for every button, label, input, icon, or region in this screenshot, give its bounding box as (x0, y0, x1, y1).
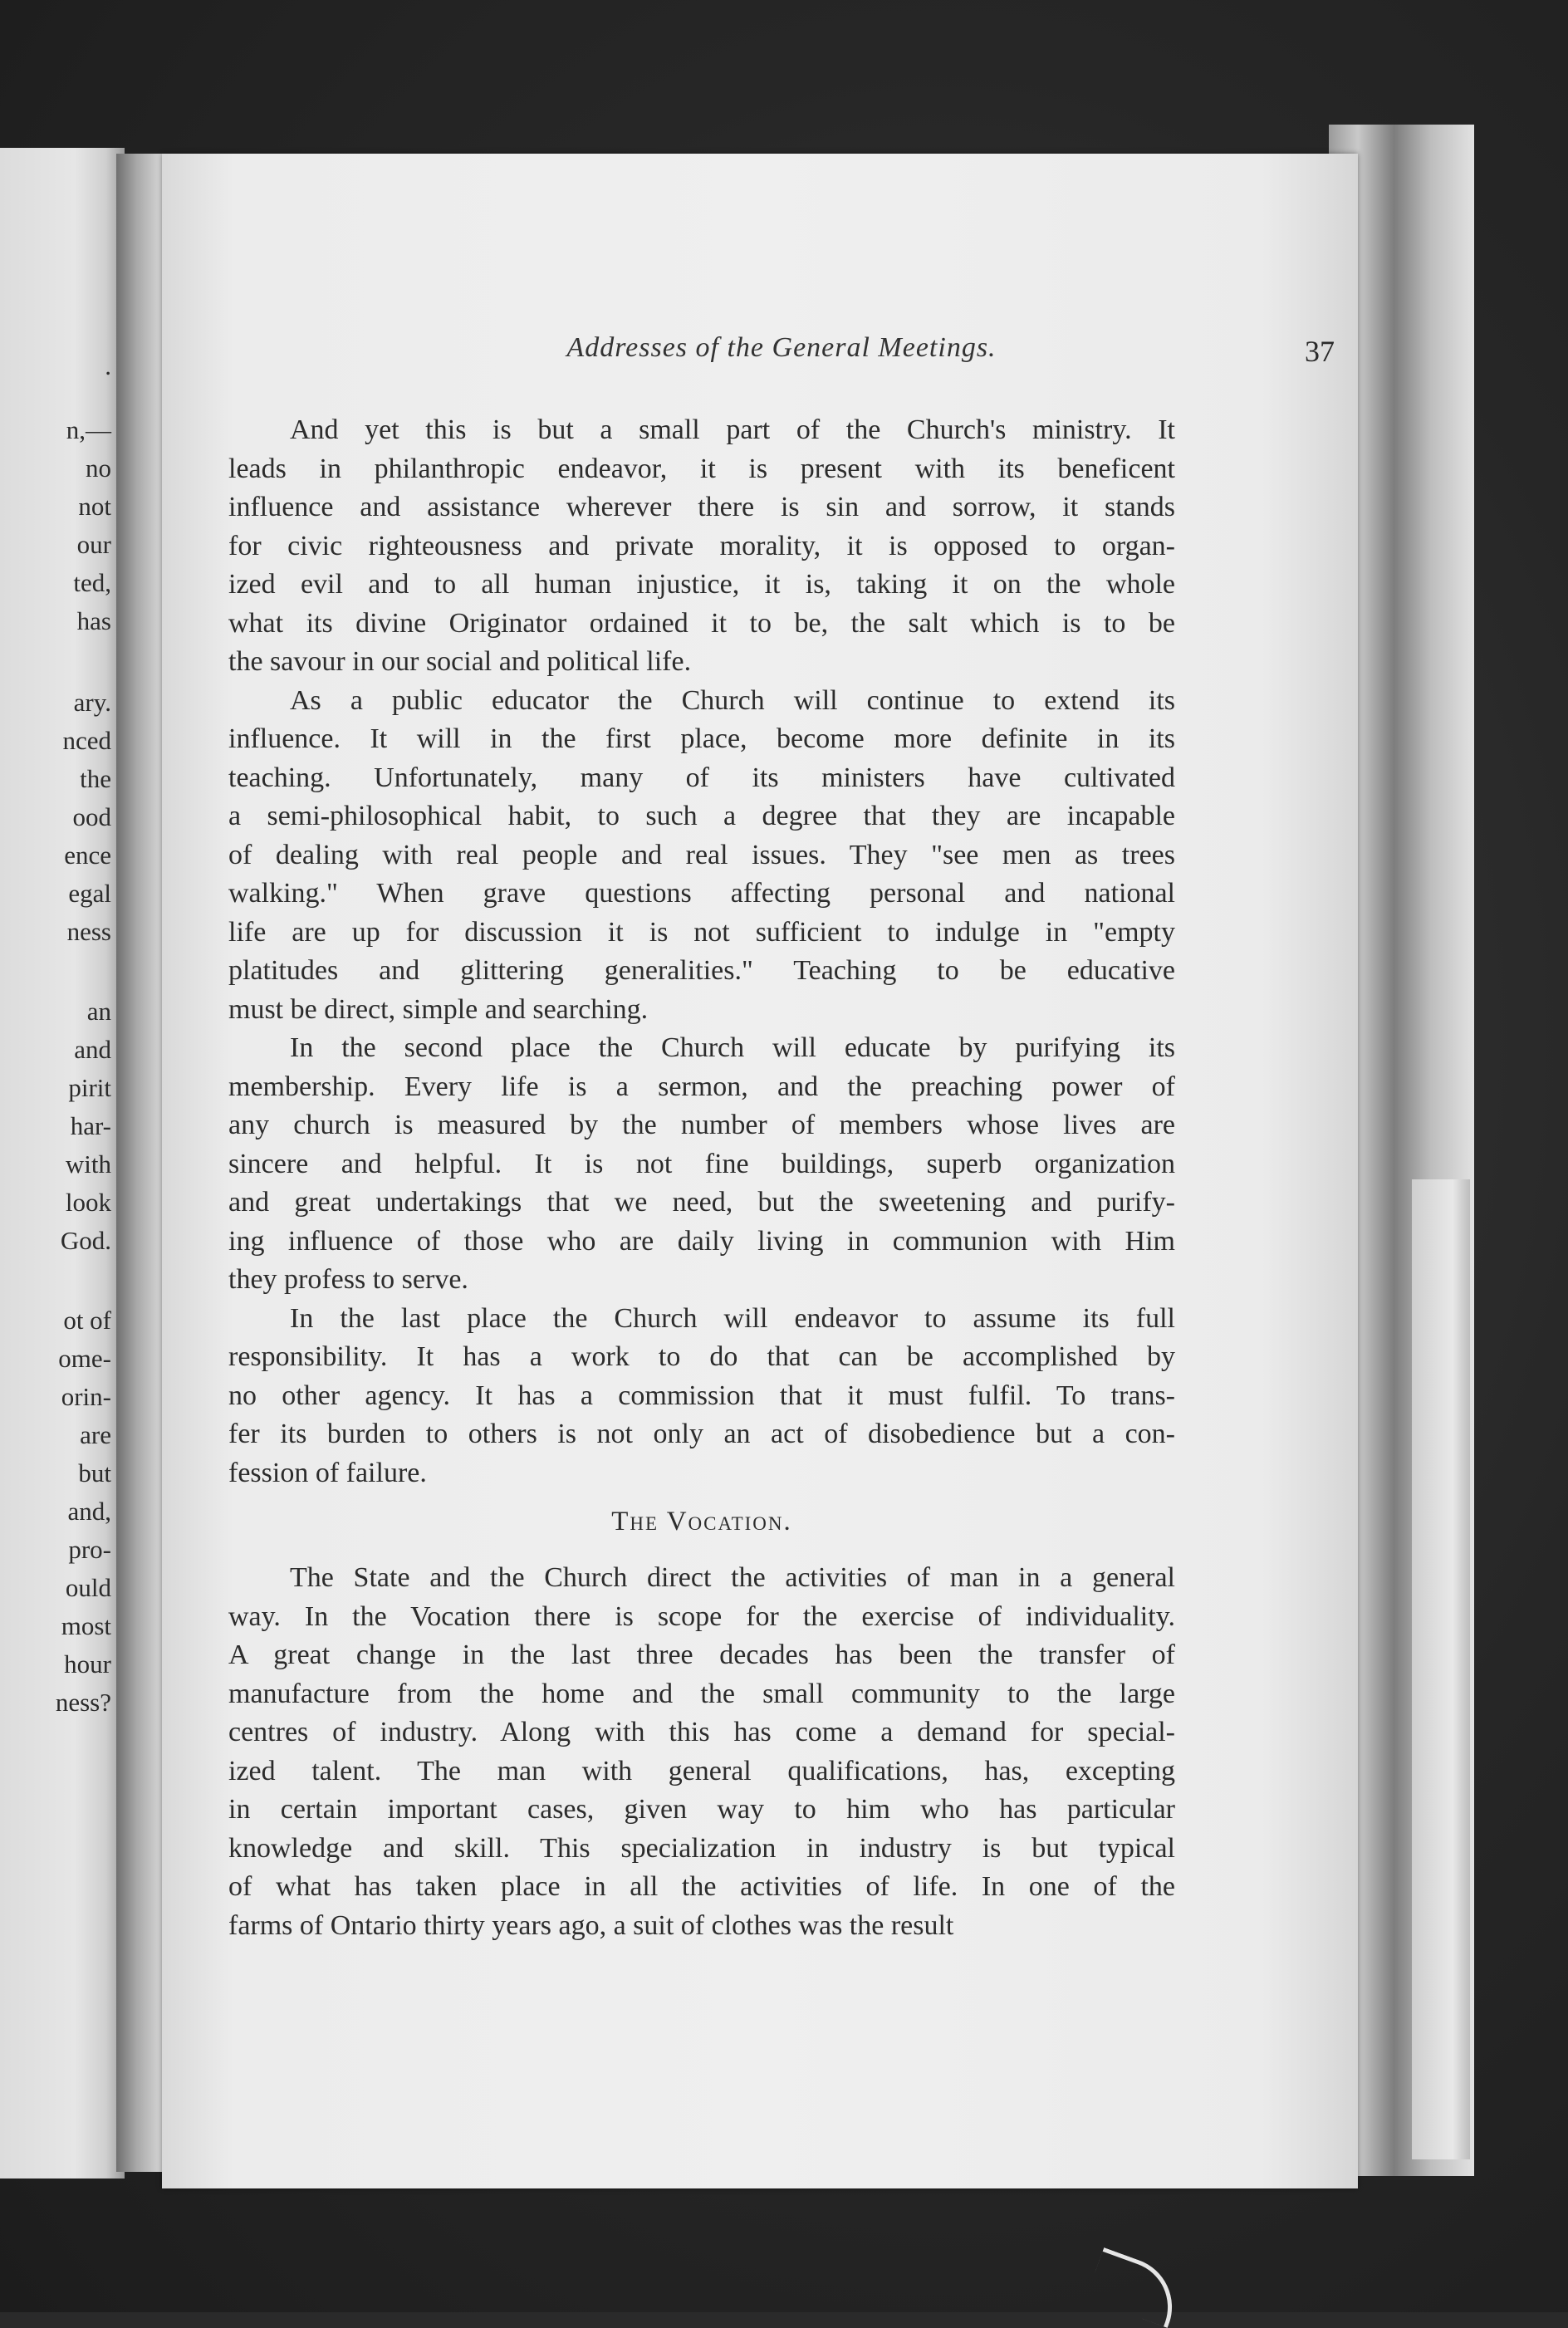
text-line: any church is measured by the number of members whose lives are (228, 1110, 1175, 1140)
text-line: farms of Ontario thirty years ago, a suit of clothes was the result (228, 1909, 954, 1941)
facing-page-fragment: egal (68, 879, 111, 908)
text-line: in certain important cases, given way to him who has particular (228, 1794, 1175, 1825)
text-line: influence and assistance wherever there is sin and sorrow, it stands (228, 492, 1175, 522)
paragraph (228, 411, 1175, 682)
facing-page-fragment: ted, (73, 568, 111, 597)
text-line: the savour in our social and political life. (228, 646, 692, 677)
facing-page-fragment: pro- (68, 1535, 111, 1564)
paragraph (228, 1559, 1175, 1945)
text-line: platitudes and glittering generalities." Teaching to be educative (228, 955, 1175, 986)
text-line: teaching. Unfortunately, many of its ministers have cultivated (228, 762, 1175, 793)
facing-page-fragment: with (65, 1149, 111, 1179)
facing-page-fragment: no (86, 453, 111, 483)
facing-page-fragment: has (76, 606, 111, 635)
text-line: The State and the Church direct the activities of man in a general (290, 1562, 1175, 1593)
text-line: In the second place the Church will educate by purifying its (290, 1032, 1175, 1063)
text-line: way. In the Vocation there is scope for the exercise of individuality. (228, 1600, 1175, 1632)
facing-page-fragment: God. (60, 1226, 111, 1255)
facing-page-fragment: ould (65, 1573, 111, 1602)
text-line: ing influence of those who are daily living in communion with Him (228, 1225, 1175, 1257)
text-line: fer its burden to others is not only an act of disobedience but a con- (228, 1419, 1175, 1449)
text-line: walking." When grave questions affecting personal and national (228, 878, 1175, 909)
body-text (228, 411, 1175, 1945)
facing-page-fragment: nced (62, 726, 111, 755)
facing-page-fragment: har- (70, 1111, 111, 1140)
text-line: must be direct, simple and searching. (228, 993, 649, 1025)
facing-page-fragment: the (80, 764, 111, 793)
facing-page-fragment: and (74, 1035, 111, 1064)
text-line: ized evil and to all human injustice, it is, taking it on the whole (228, 569, 1175, 600)
main-paragraphs (228, 411, 1175, 1492)
page-number: 37 (1305, 335, 1335, 368)
facing-page-fragment: not (78, 492, 111, 521)
text-line: sincere and helpful. It is not fine buildings, superb organization (228, 1148, 1175, 1179)
facing-page-fragment: ary. (73, 688, 111, 717)
text-line: for civic righteousness and private morality, it is opposed to organ- (228, 530, 1175, 561)
text-line: A great change in the last three decades has been the transfer of (228, 1639, 1175, 1670)
paragraph (228, 682, 1175, 1030)
text-line: what its divine Originator ordained it to be, the salt which is to be (228, 607, 1175, 639)
facing-page-fragment: ome- (58, 1344, 111, 1373)
text-line: and great undertakings that we need, but the sweetening and purify- (228, 1187, 1175, 1218)
facing-page-fragment: most (61, 1611, 111, 1640)
text-line: centres of industry. Along with this has come a demand for special- (228, 1717, 1175, 1747)
facing-page-fragment: but (78, 1458, 111, 1487)
facing-page-fragment: n,— (66, 415, 111, 444)
text-line: of dealing with real people and real issues. They "see men as trees (228, 839, 1175, 870)
section-heading: The Vocation. (611, 1507, 792, 1536)
paragraph (228, 1029, 1175, 1300)
text-line: influence. It will in the first place, become more definite in its (228, 723, 1175, 754)
running-title: Addresses of the General Meetings. (566, 332, 997, 363)
facing-page-fragment: orin- (61, 1382, 111, 1411)
facing-page-fragment: ness? (55, 1688, 111, 1717)
facing-page-fragment: ood (72, 802, 111, 831)
text-line: of what has taken place in all the activities of life. In one of the (228, 1871, 1175, 1902)
text-line: As a public educator the Church will continue to extend its (290, 684, 1175, 716)
text-line: they profess to serve. (228, 1264, 468, 1295)
facing-page-fragment: our (76, 530, 111, 559)
text-line: And yet this is but a small part of the Church's ministry. It (290, 414, 1175, 445)
facing-page-fragment: are (80, 1420, 111, 1449)
facing-page-fragment: ot of (63, 1306, 111, 1335)
facing-page-left (0, 148, 125, 2179)
paragraph (228, 1300, 1175, 1493)
text-line: ized talent. The man with general qualifications, has, excepting (228, 1755, 1175, 1786)
running-head (228, 332, 1335, 374)
page-edge-flap (1412, 1179, 1470, 2159)
text-line: responsibility. It has a work to do that can be accomplished by (228, 1341, 1175, 1372)
facing-page-fragment: ence (64, 841, 111, 870)
facing-page-fragment: ness (66, 917, 111, 946)
text-line: membership. Every life is a sermon, and the preaching power of (228, 1071, 1175, 1102)
facing-page-fragment: an (86, 997, 111, 1026)
text-line: a semi-philosophical habit, to such a degree that they are incapable (228, 801, 1175, 831)
section-paragraphs (228, 1559, 1175, 1945)
facing-page-fragment: . (105, 351, 111, 380)
facing-page-fragment: look (65, 1188, 111, 1217)
book-page (162, 154, 1358, 2188)
text-line: fession of failure. (228, 1457, 427, 1488)
facing-page-fragment: and, (67, 1497, 111, 1526)
text-line: no other agency. It has a commission that it must fulfil. To trans- (228, 1380, 1175, 1411)
facing-page-fragment: pirit (68, 1073, 111, 1102)
facing-page-fragment: hour (64, 1649, 111, 1679)
text-line: knowledge and skill. This specialization in industry is but typical (228, 1832, 1175, 1864)
text-line: manufacture from the home and the small community to the large (228, 1678, 1175, 1709)
text-line: leads in philanthropic endeavor, it is present with its beneficent (228, 453, 1175, 484)
text-line: In the last place the Church will endeavor to assume its full (290, 1302, 1175, 1334)
text-line: life are up for discussion it is not sufficient to indulge in "empty (228, 916, 1175, 948)
